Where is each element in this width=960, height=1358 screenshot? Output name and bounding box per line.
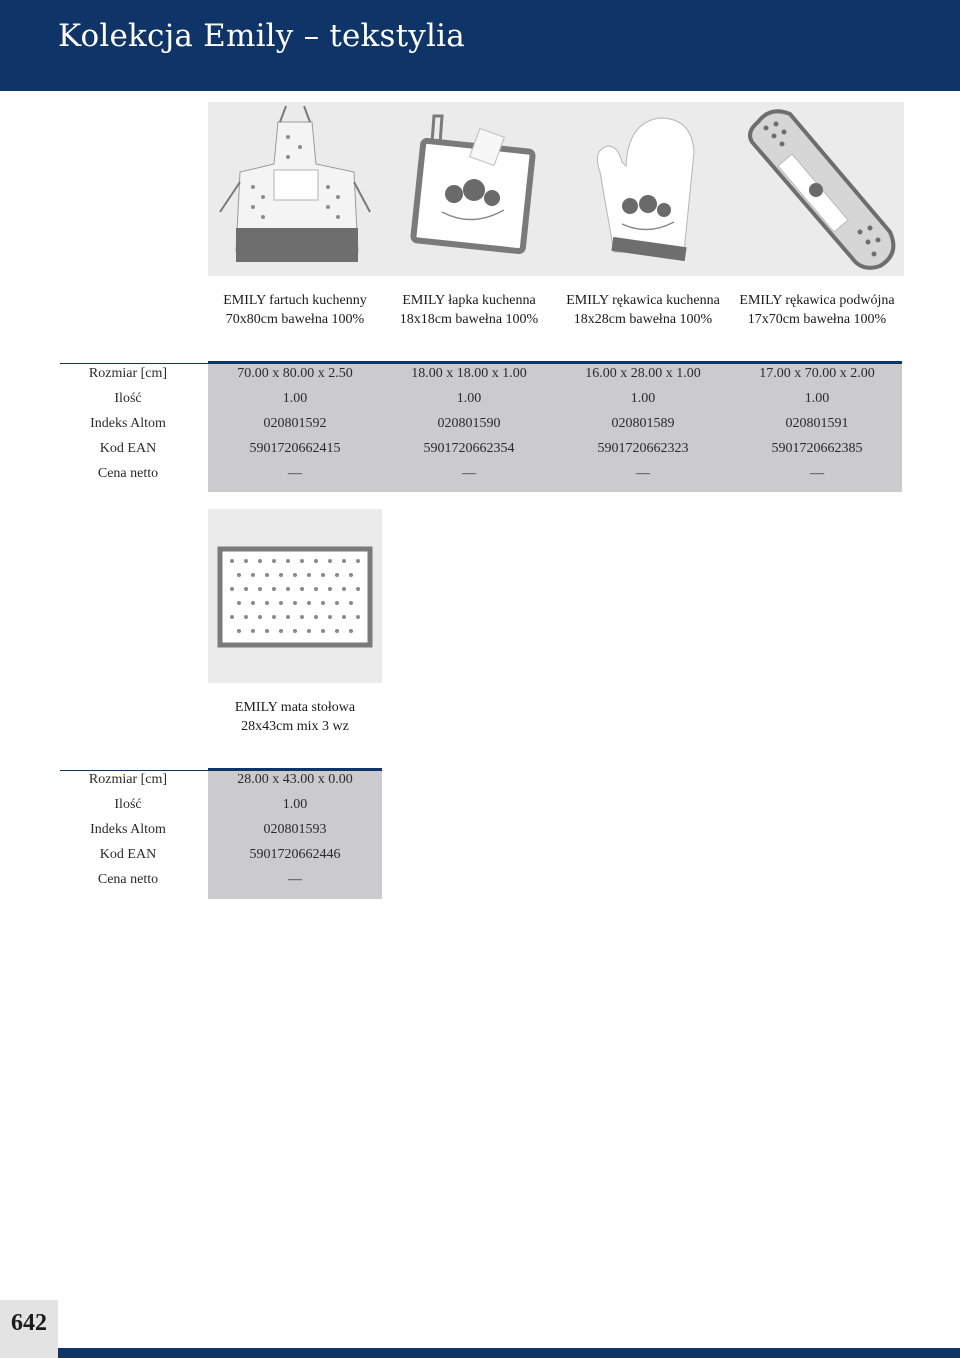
cell-price: —: [636, 466, 650, 481]
row-label-index: Indeks Altom: [90, 822, 166, 837]
cell-index: 020801591: [785, 416, 849, 431]
cell-ean: 5901720662354: [423, 441, 515, 456]
cell-qty: 1.00: [282, 391, 308, 406]
row-label-qty: Ilość: [114, 391, 142, 406]
cell-ean: 5901720662446: [249, 847, 341, 862]
product-photo-pot-holder: [382, 102, 556, 276]
cell-qty: 1.00: [804, 391, 830, 406]
cell-ean: 5901720662385: [771, 441, 863, 456]
cell-index: 020801592: [263, 416, 327, 431]
footer-bar: [58, 1348, 960, 1358]
table-rule: [60, 770, 208, 771]
row-label-ean: Kod EAN: [99, 847, 157, 862]
row-label-size: Rozmiar [cm]: [88, 366, 168, 381]
product-photo-double-mitt: [730, 102, 904, 276]
cell-size: 17.00 x 70.00 x 2.00: [759, 366, 875, 381]
product-name-line2: 28x43cm mix 3 wz: [241, 719, 349, 734]
cell-index: 020801590: [437, 416, 501, 431]
cell-qty: 1.00: [456, 391, 482, 406]
page-header: [0, 0, 960, 91]
product-photo-placemat: [208, 509, 382, 683]
cell-price: —: [288, 466, 302, 481]
row-label-price: Cena netto: [97, 872, 159, 887]
page-title: Kolekcja Emily – tekstylia: [58, 18, 465, 54]
product-name-apron: [208, 291, 382, 329]
product-photo-apron: [208, 102, 382, 276]
cell-qty: 1.00: [630, 391, 656, 406]
product-photo-oven-mitt: [556, 102, 730, 276]
product-name-placemat: [208, 698, 382, 736]
cell-size: 18.00 x 18.00 x 1.00: [411, 366, 527, 381]
cell-index: 020801589: [611, 416, 675, 431]
product-name-line1: EMILY rękawica podwójna: [739, 293, 895, 308]
product-name-line1: EMILY fartuch kuchenny: [223, 293, 367, 308]
product-name-line2: 18x28cm bawełna 100%: [573, 312, 713, 327]
cell-size: 16.00 x 28.00 x 1.00: [585, 366, 701, 381]
row-label-qty: Ilość: [114, 797, 142, 812]
product-name-line1: EMILY mata stołowa: [234, 700, 356, 715]
product-name-line1: EMILY rękawica kuchenna: [566, 293, 720, 308]
cell-ean: 5901720662415: [249, 441, 341, 456]
cell-qty: 1.00: [282, 797, 308, 812]
product-name-double-mitt: [730, 291, 904, 329]
cell-price: —: [810, 466, 824, 481]
cell-size: 70.00 x 80.00 x 2.50: [237, 366, 353, 381]
product-name-pot-holder: [382, 291, 556, 329]
row-label-price: Cena netto: [97, 466, 159, 481]
cell-price: —: [462, 466, 476, 481]
cell-price: —: [288, 872, 302, 887]
product-name-line2: 17x70cm bawełna 100%: [747, 312, 887, 327]
product-name-line1: EMILY łapka kuchenna: [402, 293, 536, 308]
row-label-index: Indeks Altom: [90, 416, 166, 431]
row-label-ean: Kod EAN: [99, 441, 157, 456]
cell-size: 28.00 x 43.00 x 0.00: [237, 772, 353, 787]
cell-ean: 5901720662323: [597, 441, 689, 456]
row-label-size: Rozmiar [cm]: [88, 772, 168, 787]
page-number: 642: [11, 1310, 47, 1336]
table-rule: [60, 363, 208, 364]
product-name-line2: 70x80cm bawełna 100%: [225, 312, 365, 327]
product-name-line2: 18x18cm bawełna 100%: [399, 312, 539, 327]
product-name-oven-mitt: [556, 291, 730, 329]
cell-index: 020801593: [263, 822, 327, 837]
